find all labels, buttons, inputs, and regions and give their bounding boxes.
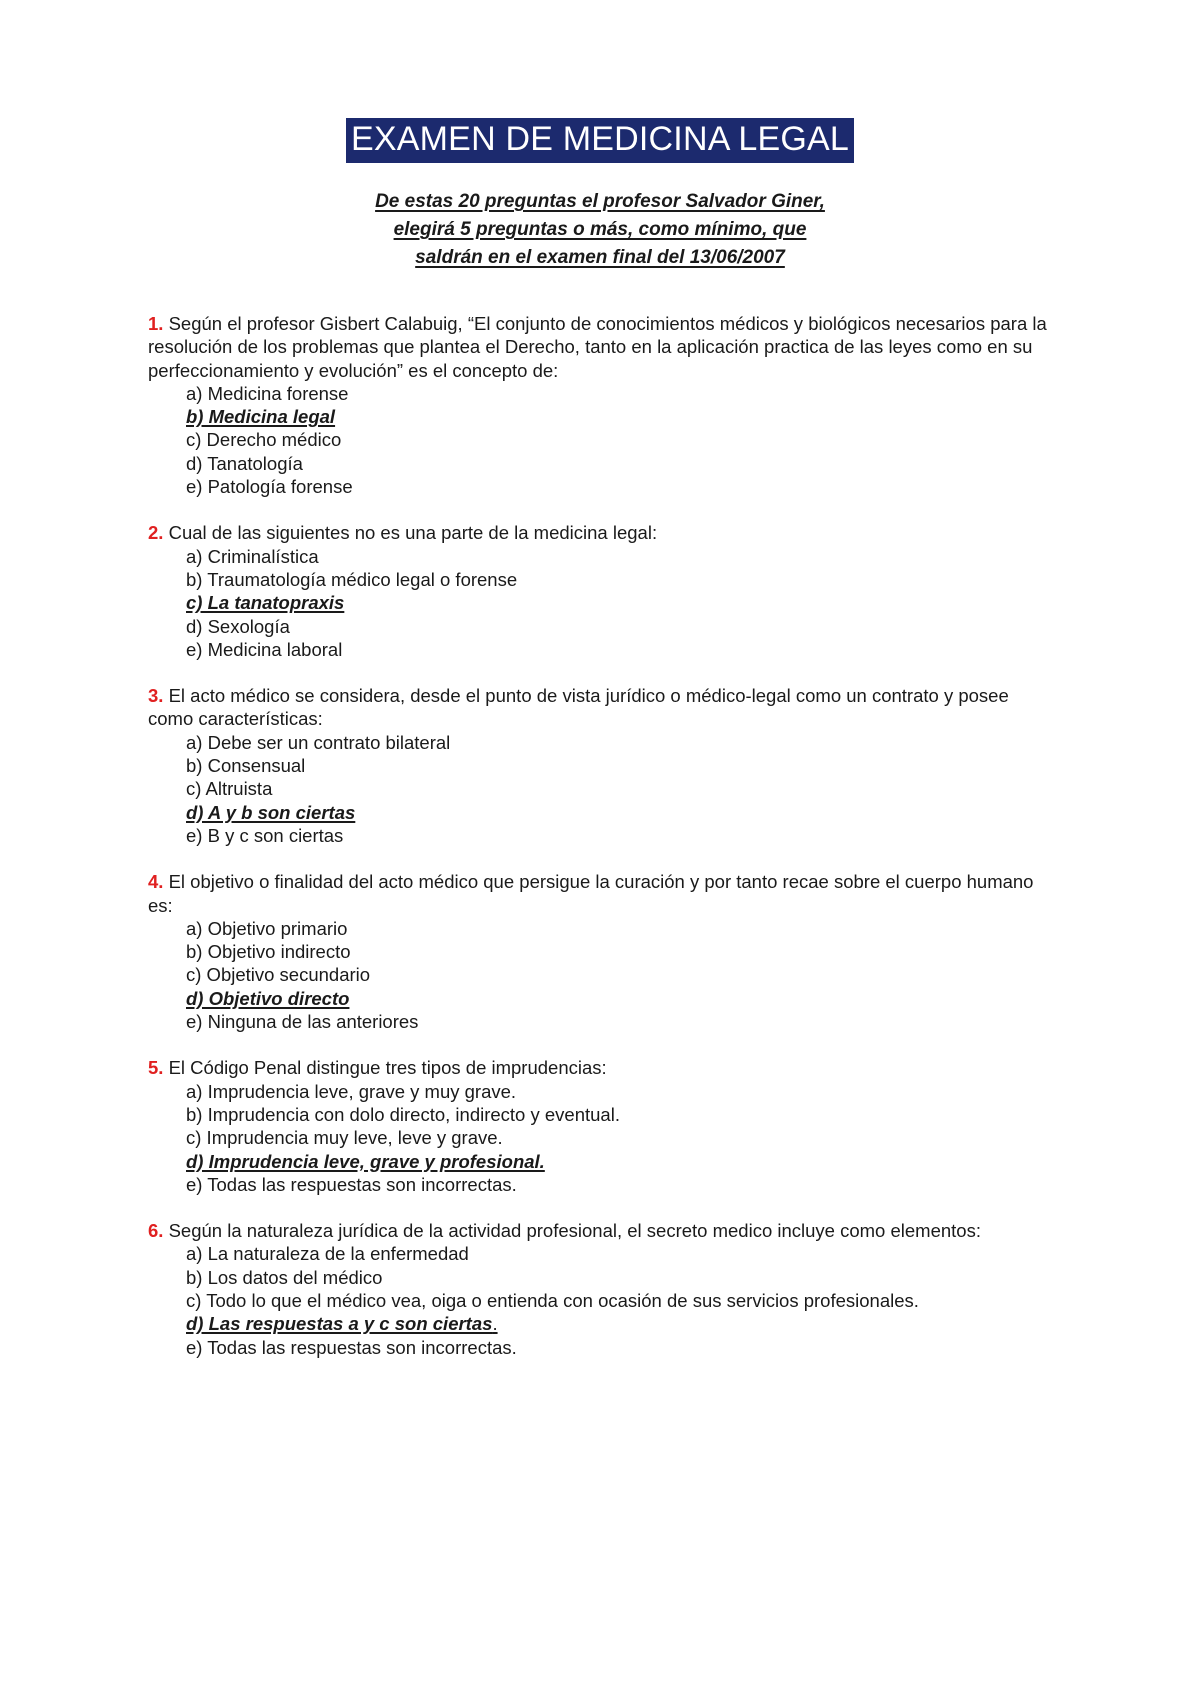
answer-option (186, 1266, 1048, 1289)
option-trailing-punctuation: . (492, 1313, 498, 1335)
option-text: c) Objetivo secundario (186, 964, 371, 986)
option-list (148, 1080, 1048, 1196)
answer-option (186, 754, 1048, 777)
option-text: c) La tanatopraxis (186, 592, 345, 614)
question-stem (148, 1219, 1048, 1242)
question-2 (148, 521, 1048, 661)
option-text: e) Todas las respuestas son incorrectas. (186, 1336, 517, 1358)
option-text: c) Todo lo que el médico vea, oiga o entienda con ocasión de sus servicios profesionales. (186, 1289, 919, 1311)
option-text: e) Patología forense (186, 476, 353, 498)
option-text: b) Traumatología médico legal o forense (186, 568, 518, 590)
answer-option (186, 1289, 1048, 1312)
answer-option (186, 1103, 1048, 1126)
exam-title: EXAMEN DE MEDICINA LEGAL (346, 118, 854, 163)
option-text: b) Consensual (186, 755, 306, 777)
question-stem (148, 521, 1048, 544)
option-text: e) B y c son ciertas (186, 824, 344, 846)
option-list (148, 731, 1048, 847)
question-number: 5. (148, 1057, 164, 1079)
question-6 (148, 1219, 1048, 1359)
option-text: d) Imprudencia leve, grave y profesional. (186, 1150, 545, 1172)
question-4 (148, 870, 1048, 1033)
option-text: b) Los datos del médico (186, 1266, 383, 1288)
question-text: Según la naturaleza jurídica de la actividad profesional, el secreto medico incluye como elementos: (168, 1220, 981, 1242)
option-text: a) La naturaleza de la enfermedad (186, 1243, 469, 1265)
question-list (148, 312, 1048, 1382)
question-text: Según el profesor Gisbert Calabuig, “El conjunto de conocimientos médicos y biológicos necesarios para la resolución de los problemas que plantea el Derecho, tanto en la aplicación practica de las leyes como en su perfeccionamiento y evolución” es el concepto de: (148, 313, 1047, 381)
answer-option (186, 428, 1048, 451)
question-3 (148, 684, 1048, 847)
answer-option (186, 475, 1048, 498)
question-number: 2. (148, 522, 164, 544)
option-list (148, 917, 1048, 1033)
option-text: a) Imprudencia leve, grave y muy grave. (186, 1080, 517, 1102)
answer-option (186, 1242, 1048, 1265)
question-stem (148, 870, 1048, 917)
answer-option (186, 382, 1048, 405)
subtitle-line: saldrán en el examen final del 13/06/2007 (415, 247, 785, 268)
question-text: El Código Penal distingue tres tipos de imprudencias: (168, 1057, 607, 1079)
option-text: a) Medicina forense (186, 382, 349, 404)
option-text: e) Todas las respuestas son incorrectas. (186, 1173, 517, 1195)
question-stem (148, 1056, 1048, 1079)
option-text: d) A y b son ciertas (186, 801, 356, 823)
question-text: El acto médico se considera, desde el punto de vista jurídico o médico-legal como un contrato y posee como características: (148, 685, 1009, 730)
answer-option (186, 615, 1048, 638)
question-1 (148, 312, 1048, 498)
answer-option (186, 1336, 1048, 1359)
option-text: d) Objetivo directo (186, 987, 350, 1009)
question-number: 3. (148, 685, 164, 707)
answer-option-correct (186, 1150, 1048, 1173)
answer-option (186, 545, 1048, 568)
answer-option (186, 452, 1048, 475)
subtitle-line: elegirá 5 preguntas o más, como mínimo, que (393, 219, 807, 240)
option-text: c) Altruista (186, 778, 273, 800)
answer-option (186, 917, 1048, 940)
option-text: d) Sexología (186, 615, 290, 637)
answer-option (186, 963, 1048, 986)
answer-option (186, 1126, 1048, 1149)
question-text: Cual de las siguientes no es una parte de la medicina legal: (168, 522, 658, 544)
answer-option-correct (186, 987, 1048, 1010)
option-text: b) Objetivo indirecto (186, 941, 351, 963)
option-text: e) Medicina laboral (186, 638, 343, 660)
option-text: c) Derecho médico (186, 429, 342, 451)
subtitle-line: De estas 20 preguntas el profesor Salvador Giner, (375, 191, 825, 212)
answer-option-correct (186, 405, 1048, 428)
option-list (148, 382, 1048, 498)
answer-option-correct (186, 801, 1048, 824)
question-stem (148, 684, 1048, 731)
option-text: e) Ninguna de las anteriores (186, 1011, 419, 1033)
option-text: b) Imprudencia con dolo directo, indirecto y eventual. (186, 1103, 620, 1125)
option-text: a) Debe ser un contrato bilateral (186, 731, 451, 753)
question-stem (148, 312, 1048, 382)
option-list (148, 1242, 1048, 1358)
answer-option (186, 1010, 1048, 1033)
option-text: a) Objetivo primario (186, 917, 348, 939)
title-container (0, 118, 1200, 163)
answer-option (186, 1173, 1048, 1196)
answer-option (186, 638, 1048, 661)
option-text: c) Imprudencia muy leve, leve y grave. (186, 1127, 503, 1149)
answer-option (186, 1080, 1048, 1103)
answer-option-correct (186, 1312, 1048, 1335)
option-text: d) Tanatología (186, 452, 303, 474)
answer-option (186, 568, 1048, 591)
question-text: El objetivo o finalidad del acto médico que persigue la curación y por tanto recae sobre el cuerpo humano es: (148, 871, 1034, 916)
answer-option-correct (186, 591, 1048, 614)
option-text: a) Criminalística (186, 545, 319, 567)
question-number: 1. (148, 313, 164, 334)
answer-option (186, 940, 1048, 963)
answer-option (186, 824, 1048, 847)
answer-option (186, 777, 1048, 800)
question-number: 6. (148, 1220, 164, 1242)
answer-option (186, 731, 1048, 754)
question-number: 4. (148, 871, 164, 893)
exam-subtitle (0, 188, 1200, 272)
question-5 (148, 1056, 1048, 1196)
option-list (148, 545, 1048, 661)
option-text: b) Medicina legal (186, 406, 336, 428)
option-text: d) Las respuestas a y c son ciertas (186, 1313, 493, 1335)
